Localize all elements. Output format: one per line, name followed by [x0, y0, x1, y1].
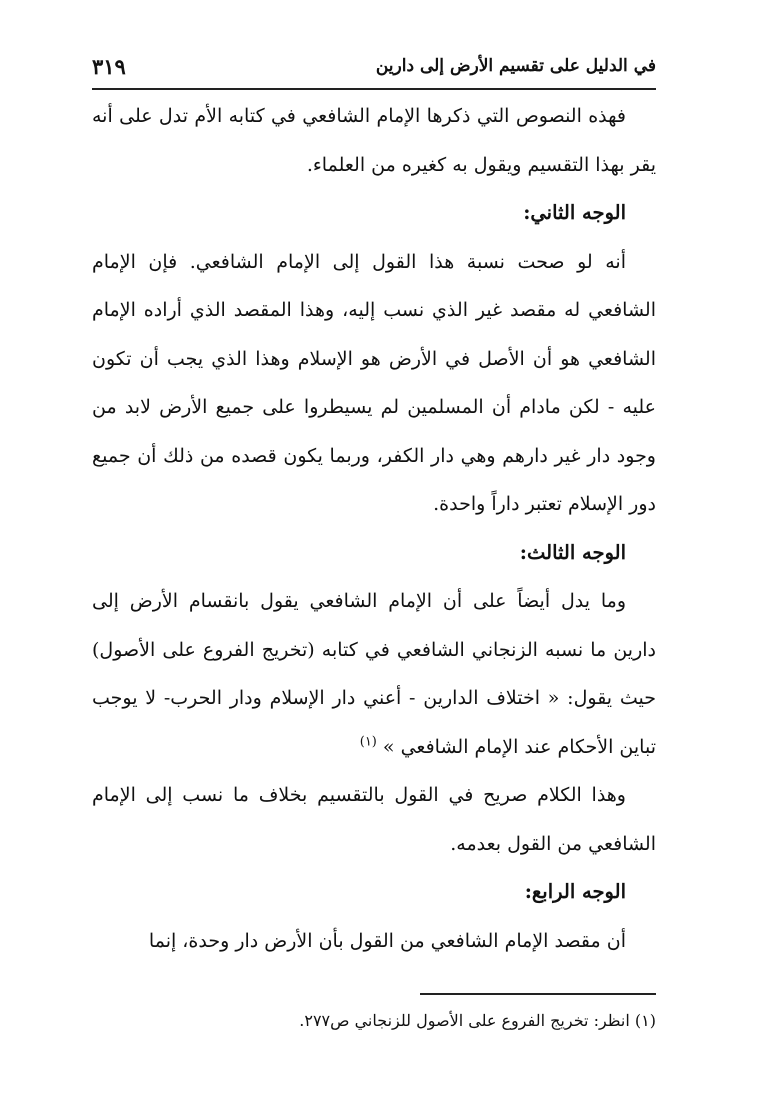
paragraph-5: أن مقصد الإمام الشافعي من القول بأن الأرض دار وحدة، إنما: [148, 929, 626, 952]
paragraph-3: [92, 577, 656, 771]
heading-second-aspect: الوجه الثاني:: [523, 201, 626, 224]
paragraph-4: وهذا الكلام صريح في القول بالتقسيم بخلاف ما نسب إلى الإمام الشافعي من القول بعدمه.: [92, 784, 656, 855]
heading-third-aspect: الوجه الثالث:: [519, 540, 626, 564]
running-header: [92, 56, 656, 88]
header-divider: [92, 88, 656, 90]
footnote-divider: [420, 993, 656, 995]
page-number: ٣١٩: [92, 54, 126, 79]
footnote: (١) انظر: تخريج الفروع على الأصول للزنجاني ص٢٧٧.: [299, 1011, 656, 1030]
running-header-title: في الدليل على تقسيم الأرض إلى دارين: [375, 56, 656, 76]
paragraph-2: أنه لو صحت نسبة هذا القول إلى الإمام الشافعي. فإن الإمام الشافعي له مقصد غير الذي نسب إليه، وهذا المقصد الذي أراده الإمام الشافعي هو أن الأصل في الأرض هو الإسلام وهذا الذي يجب أن تكون عليه - لكن مادام أن المسلمين لم يسيطروا على جميع الأرض لابد من وجود دار غير دارهم وهي دار الكفر، وربما يكون قصده من ذلك أن جميع دور الإسلام تعتبر داراً واحدة.: [92, 250, 656, 515]
quotation-text: « اختلاف الدارين - أعني دار الإسلام ودار الحرب- لا يوجب تباين الأحكام عند الإمام الشافعي »: [92, 687, 656, 758]
paragraph-1: فهذه النصوص التي ذكرها الإمام الشافعي في كتابه الأم تدل على أنه يقر بهذا التقسيم ويقول به كغيره من العلماء.: [92, 105, 656, 176]
footnote-reference: (١): [359, 734, 377, 750]
main-text: [92, 92, 656, 965]
heading-fourth-aspect: الوجه الرابع:: [524, 880, 626, 903]
paragraph-3-text: وما يدل أيضاً على أن الإمام الشافعي يقول بانقسام الأرض إلى دارين ما نسبه الزنجاني الشافعي في كتابه (تخريج الفروع على الأصول) حيث يقول:: [92, 590, 656, 709]
